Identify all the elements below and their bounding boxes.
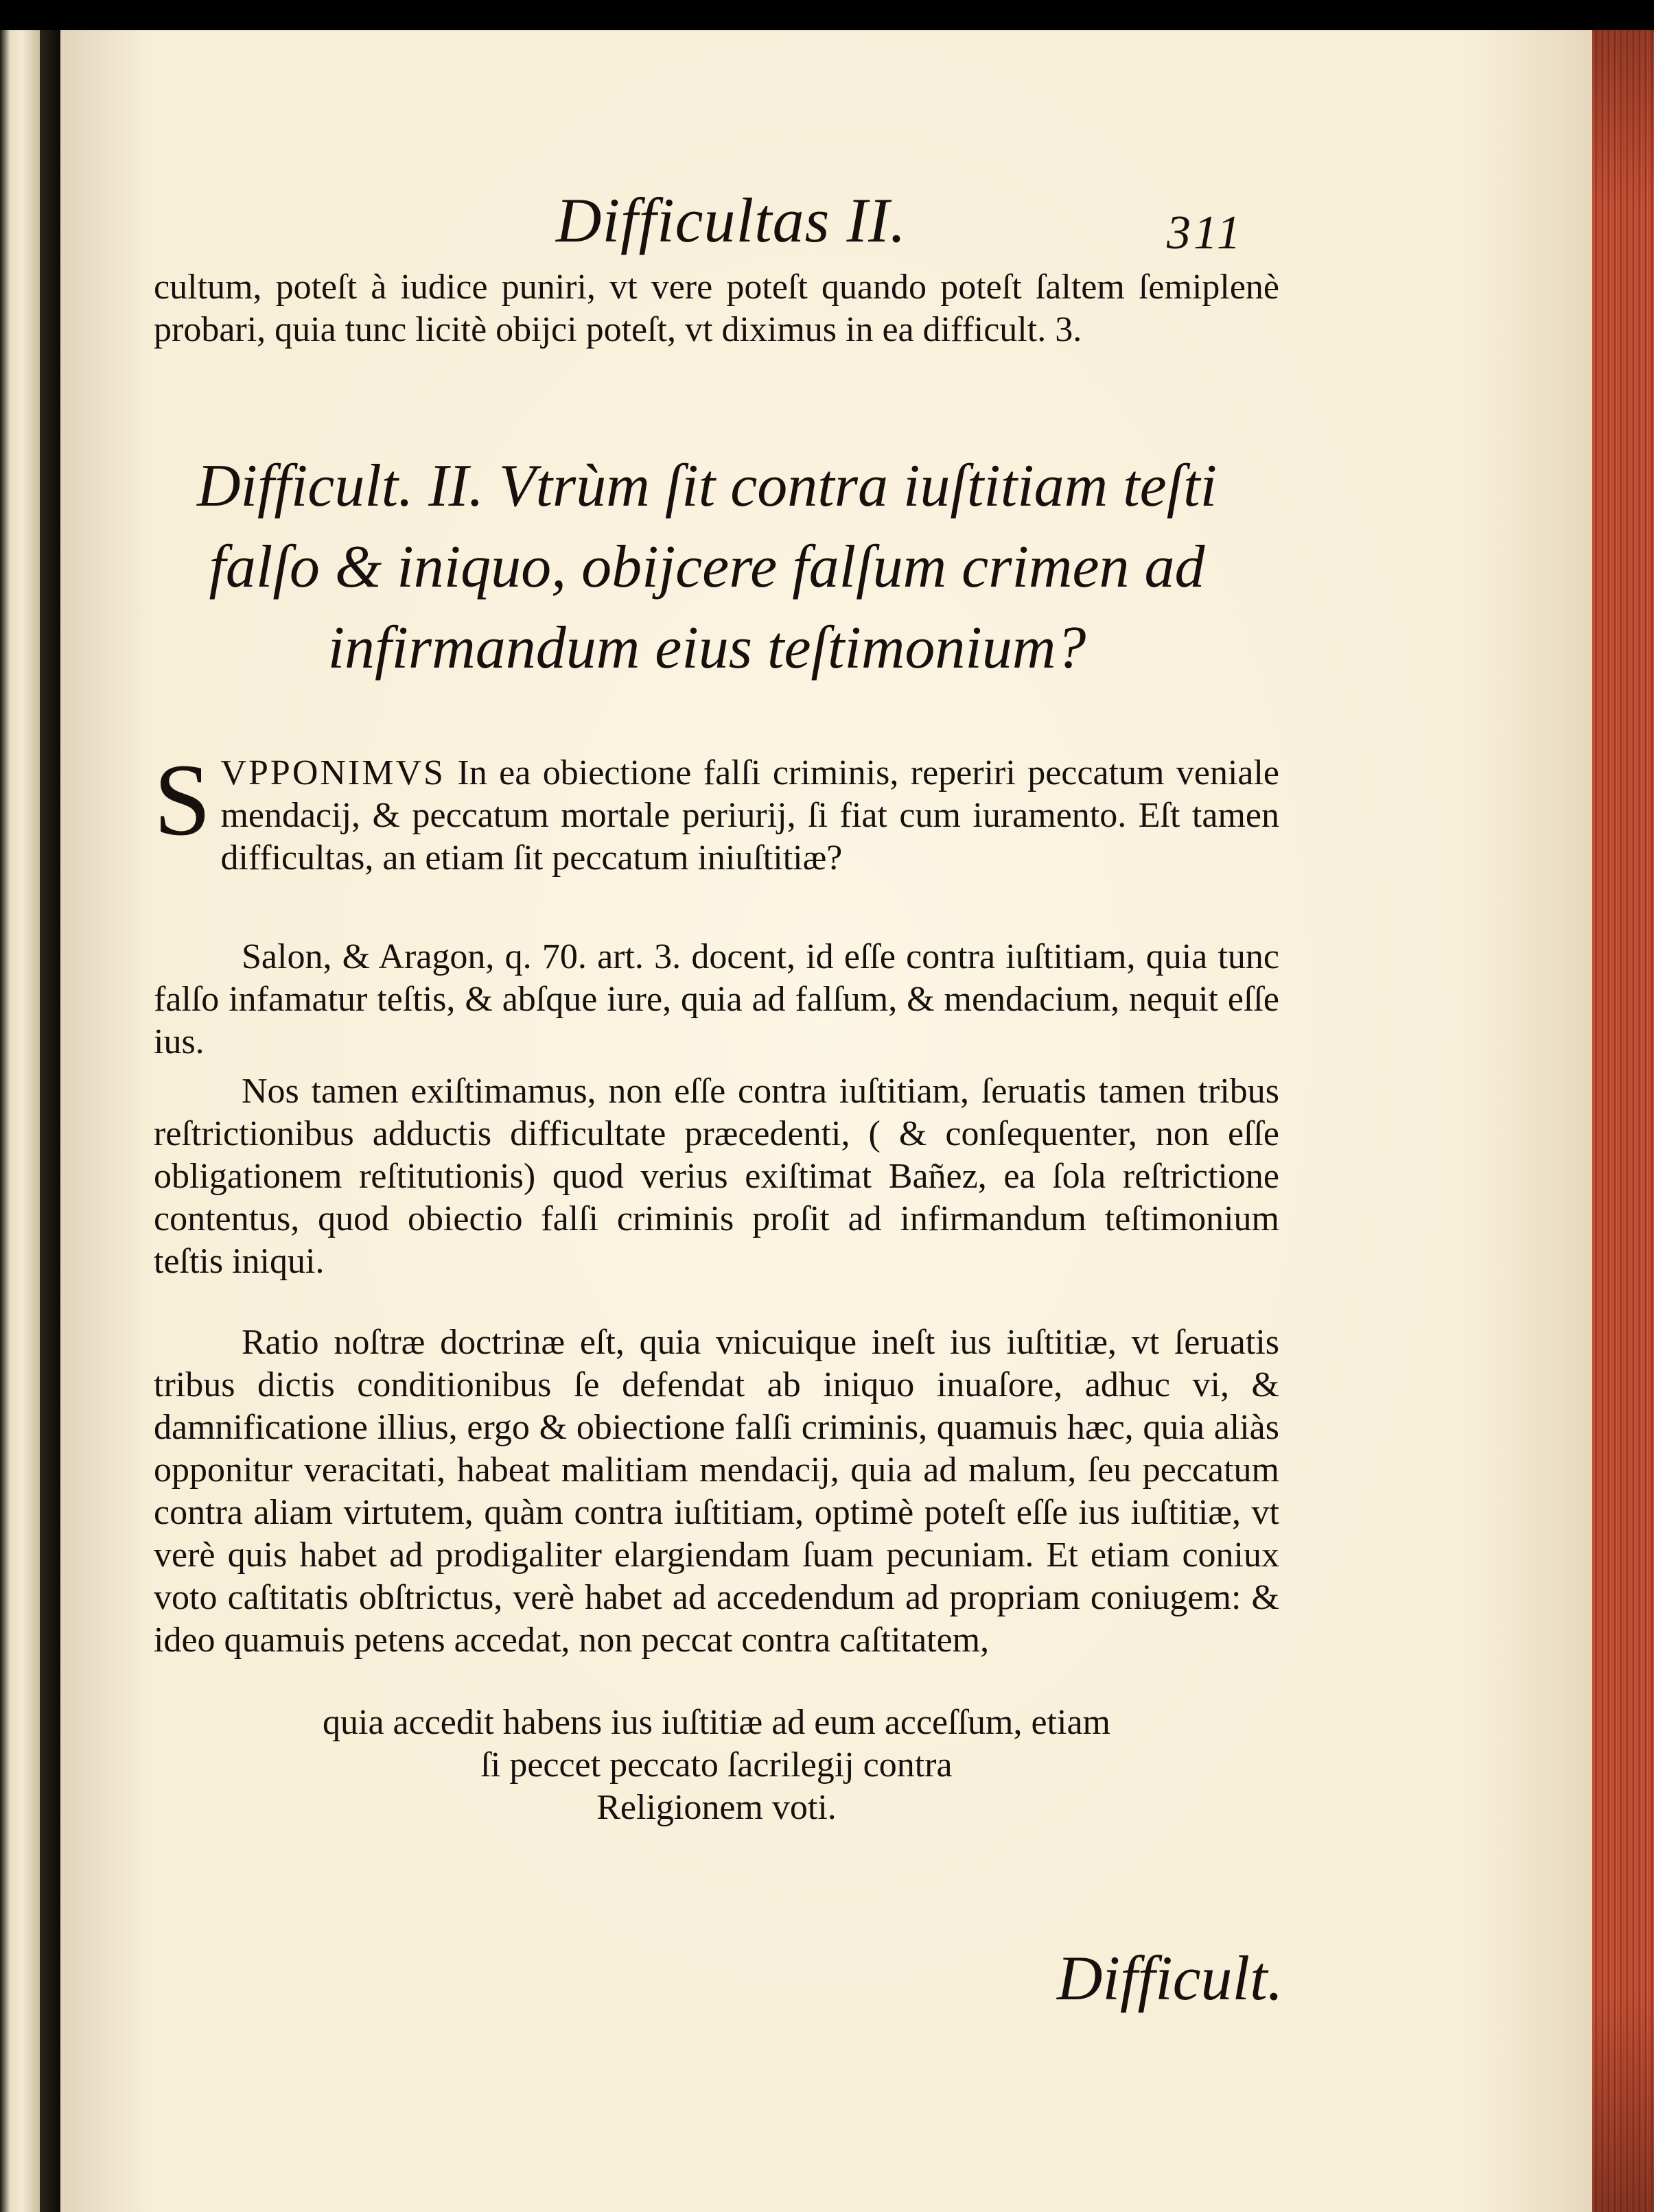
tail-line-1: quia accedit habens ius iuſtitiæ ad eum acceſſum, etiam	[323, 1703, 1110, 1742]
paragraph-4: Ratio noſtræ doctrinæ eſt, quia vnicuique ineſt ius iuſtitiæ, vt ſeruatis tribus dictis conditionibus ſe defendat ab iniquo inuaſore, adhuc vi, & damnificatione illius, ergo & obiectione falſi criminis, quamuis hæc, quia aliàs opponitur veracitati, habeat malitiam mendacij, quia ad malum, ſeu peccatum contra aliam virtutem, quàm contra iuſtitiam, optimè poteſt eſſe ius iuſtitiæ, vt verè quis habet ad prodigaliter elargiendam ſuam pecuniam. Et etiam coniux voto caſtitatis obſtrictus, verè habet ad accedendum ad propriam coniugem: & ideo quamuis petens accedat, non peccat contra caſtitatem,	[154, 1323, 1279, 1660]
running-head-title: Difficultas II.	[556, 185, 907, 255]
paragraph-1-text: In ea obiectione falſi criminis, reperiri peccatum veniale mendacij, & peccatum mortale periurij, ſi fiat cum iuramento. Eſt tamen difficultas, an etiam ſit peccatum iniuſtitiæ?	[220, 753, 1279, 878]
paragraph-2: Salon, & Aragon, q. 70. art. 3. docent, id eſſe contra iuſtitiam, quia tunc falſo infamatur teſtis, & abſque iure, quia ad falſum, & mendacium, nequit eſſe ius.	[154, 937, 1279, 1061]
paragraph-3: Nos tamen exiſtimamus, non eſſe contra iuſtitiam, ſeruatis tamen tribus reſtrictionibus adductis difficultate præcedenti, ( & conſequenter, non eſſe obligationem reſtitutionis) quod verius exiſtimat Bañez, ea ſola reſtrictione contentus, quod obiectio falſi criminis proſit ad infirmandum teſtimonium teſtis iniqui.	[154, 1072, 1279, 1281]
carryover-paragraph: cultum, poteſt à iudice puniri, vt vere poteſt quando poteſt ſaltem ſemiplenè probari, quia tunc licitè obijci poteſt, vt diximus in ea difficult. 3.	[154, 268, 1279, 349]
small-caps-lead: VPPONIMVS	[220, 753, 445, 792]
paragraph-1	[154, 743, 1279, 880]
drop-cap-initial: S	[154, 743, 211, 857]
page-edge-shading	[1592, 30, 1654, 2212]
tail-line-3: Religionem voti.	[596, 1788, 837, 1827]
running-head	[0, 0, 1654, 259]
facing-page-edge	[0, 30, 40, 2212]
tapered-tail	[154, 1702, 1279, 1829]
page-number: 311	[1167, 207, 1244, 259]
catchword: Difficult.	[1057, 1943, 1283, 2013]
tail-line-2: ſi peccet peccato ſacrilegij contra	[480, 1745, 953, 1785]
book-gutter	[40, 30, 60, 2212]
section-heading: Difficult. II. Vtrùm ſit contra iuſtitiam teſti falſo & iniquo, obijcere falſum crimen ad infirmandum eius teſtimonium?	[196, 453, 1218, 681]
